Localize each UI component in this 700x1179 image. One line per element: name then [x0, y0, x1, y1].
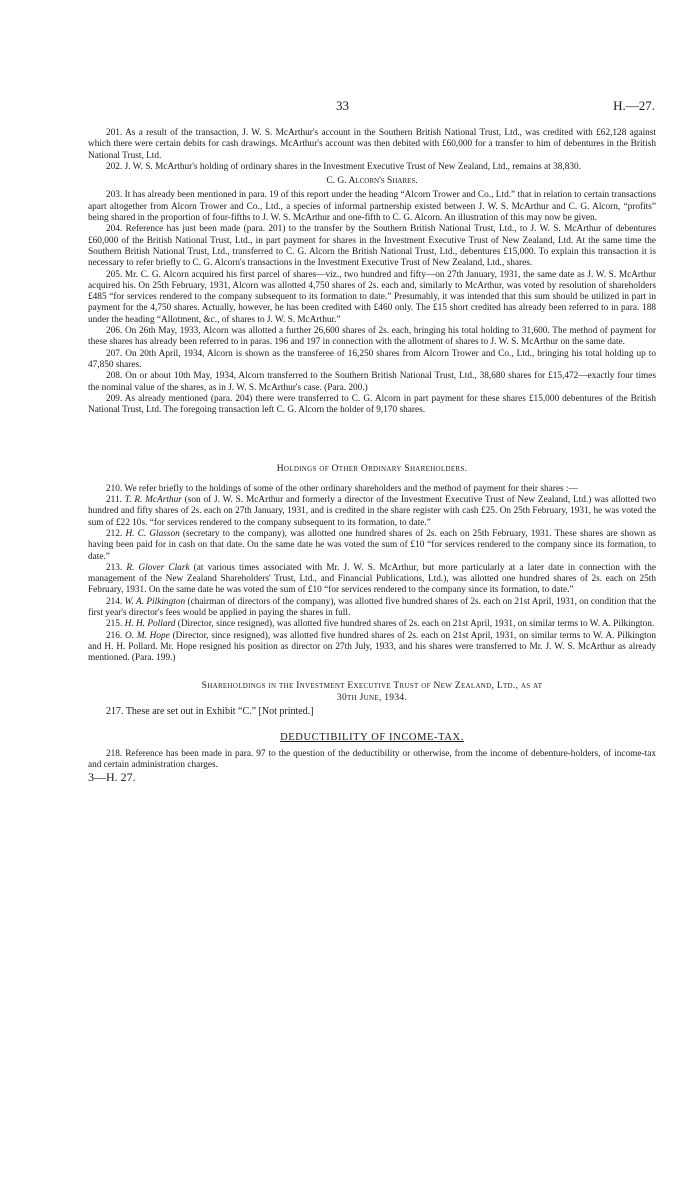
paragraph-218: 218. Reference has been made in para. 97 to the question of the deductibility or otherwise, from the income of debenture-holders, of income-tax and certain administration charges. — [88, 749, 656, 771]
paragraph-203: 203. It has already been mentioned in para. 19 of this report under the heading “Alcorn Trower and Co., Ltd.” that in relation to certain transactions apart altogether from Alcorn Trower and Co., Ltd., a species of informal partnership existed between J. W. S. McArthur and C. G. Alcorn, “profits” being shared in the proportion of four-fifths to J. W. S. McArthur and one-fifth to C. G. Alcorn. An illustration of this may now be given. — [88, 190, 656, 224]
shareholder-name: H. H. Pollard — [124, 619, 176, 630]
paragraph-207: 207. On 20th April, 1934, Alcorn is shown as the transferee of 16,250 shares from Alcorn Trower and Co., Ltd., bringing his total holding up to 47,850 shares. — [88, 348, 656, 370]
para-number: 213. — [106, 562, 123, 573]
paragraph-217: 217. These are set out in Exhibit “C.” [Not printed.] — [106, 706, 314, 718]
paragraph-213 — [88, 563, 656, 597]
heading-alcorn-shares: C. G. Alcorn's Shares. — [326, 176, 418, 187]
para-number: 216. — [106, 630, 123, 641]
para-text: (son of J. W. S. McArthur and formerly a director of the Investment Executive Trust of New Zealand, Ltd.) was allotted two hundred and fifty shares of 2s. each on 27th January, 1931, and is credited in the share register with cash £25. On 25th February, 1931, he was voted the sum of £22 10s. “for services rendered to the company subsequent to its formation, to date.” — [88, 495, 657, 528]
heading-shareholdings-line-1: Shareholdings in the Investment Executive Trust of New Zealand, Ltd., as at — [201, 681, 543, 692]
para-number: 212. — [106, 528, 123, 539]
para-text: (secretary to the company), was allotted one hundred shares of 2s. each on 25th February, 1931. These shares are shown as having been paid for in cash on that date. On the same date he was voted the sum of £10 “for services rendered to the company since its formation, to date.” — [88, 528, 656, 562]
paragraph-212 — [88, 529, 656, 563]
paragraph-204: 204. Reference has just been made (para. 201) to the transfer by the Southern British National Trust, Ltd., to J. W. S. McArthur of debentures £60,000 of the British National Trust, Ltd., in part payment for shares in the Investment Executive Trust of New Zealand, Ltd. At the same time the Southern British National Trust, Ltd., transferred to C. G. Alcorn the British National Trust, Ltd., debentures £15,000. To explain this transaction it is necessary to refer briefly to C. G. Alcorn's transactions in the Investment Executive Trust of New Zealand, Ltd., shares. — [88, 224, 656, 269]
heading-deductibility: DEDUCTIBILITY OF INCOME-TAX. — [280, 731, 464, 743]
page-number: 33 — [336, 98, 349, 113]
para-number: 211. — [106, 495, 122, 506]
paragraph-215 — [88, 619, 656, 630]
para-number: 214. — [106, 596, 123, 607]
paragraph-211 — [88, 495, 656, 529]
paragraph-214 — [88, 597, 656, 620]
paragraph-209: 209. As already mentioned (para. 204) there were transferred to C. G. Alcorn in part payment for these shares £15,000 debentures of the British National Trust, Ltd. The foregoing transaction left C. G. Alcorn the holder of 9,170 shares. — [88, 393, 656, 416]
paragraph-205: 205. Mr. C. G. Alcorn acquired his first parcel of shares—viz., two hundred and fifty—on 27th January, 1931, the same date as J. W. S. McArthur acquired his. On 25th February, 1931, Alcorn was allotted 4,750 shares of 2s. each and, similarly to McArthur, was voted by resolution of shareholders £485 “for services rendered to the company subsequent to its formation to date.” Presumably, it was intended that this sum should be utilized in part in payment for the 4,750 shares. Actually, however, he has been credited with £460 only. The £15 short credited has already been referred to in para. 188 under the heading “Allotment, &c., of shares to J. W. S. McArthur.” — [88, 269, 656, 325]
shareholder-name: O. M. Hope — [125, 630, 170, 641]
paragraph-216 — [88, 631, 656, 665]
shareholder-name: T. R. McArthur — [124, 495, 182, 506]
heading-shareholdings-line-2: 30th June, 1934. — [336, 693, 408, 704]
document-body — [88, 128, 656, 783]
para-text: (at various times associated with Mr. J. W. S. McArthur, but more particularly at a later date in connection with the management of the New Zealand Shareholders' Trust, Ltd., and Financial Publications, Ltd.), was allotted one hundred shares of 2s. each on 25th February, 1931. On the same date he was voted the sum of £10 “for services rendered to the company since its formation, to date.” — [88, 562, 656, 596]
paragraph-210: 210. We refer briefly to the holdings of some of the other ordinary shareholders and the method of payment for their shares :— — [106, 483, 578, 494]
shareholder-name: W. A. Pilkington — [124, 596, 186, 607]
shareholder-name: R. Glover Clark — [126, 562, 190, 573]
paragraph-202: 202. J. W. S. McArthur's holding of ordinary shares in the Investment Executive Trust of New Zealand, Ltd., remains at 38,830. — [106, 161, 581, 172]
para-number: 215. — [106, 619, 123, 630]
para-text: (chairman of directors of the company), was allotted five hundred shares of 2s. each on 21st April, 1931, on condition that the first year's director's fees would be applied in paying the shares in full. — [88, 596, 657, 618]
shareholder-name: H. C. Glasson — [125, 528, 180, 539]
heading-other-shareholders: Holdings of Other Ordinary Shareholders. — [276, 464, 468, 475]
paragraph-206: 206. On 26th May, 1933, Alcorn was allotted a further 26,600 shares of 2s. each, bringing his total holding to 31,600. The method of payment for these shares has already been referred to in paras. 196 and 197 in connection with the allotment of shares to J. W. S. McArthur on the same date. — [88, 326, 656, 348]
para-text: (Director, since resigned), was allotted five hundred shares of 2s. each on 21st April, 1931, on similar terms to W. A. Pilkington and H. H. Pollard. Mr. Hope resigned his position as director on 27th July, 1933, and his shares were transferred to Mr. J. W. S. McArthur as already mentioned. (Para. 199.) — [88, 630, 656, 664]
para-text: (Director, since resigned), was allotted five hundred shares of 2s. each on 21st April, 1931, on similar terms to W. A. Pilkington. — [175, 619, 655, 630]
heading-shareholdings — [88, 680, 656, 704]
document-reference: H.—27. — [613, 98, 655, 113]
paragraph-208: 208. On or about 10th May, 1934, Alcorn transferred to the Southern British National Trust, Ltd., 38,680 shares for £15,472—exactly four times the nominal value of the shares, as in J. W. S. McArthur's case. (Para. 200.) — [88, 371, 656, 393]
footer-signature: 3—H. 27. — [88, 769, 136, 784]
paragraph-201: 201. As a result of the transaction, J. W. S. McArthur's account in the Southern British National Trust, Ltd., was credited with £62,128 against which there were certain debits for cash drawings. McArthur's account was then debited with £60,000 for a transfer to him of debentures in the British National Trust, Ltd. — [88, 128, 656, 161]
